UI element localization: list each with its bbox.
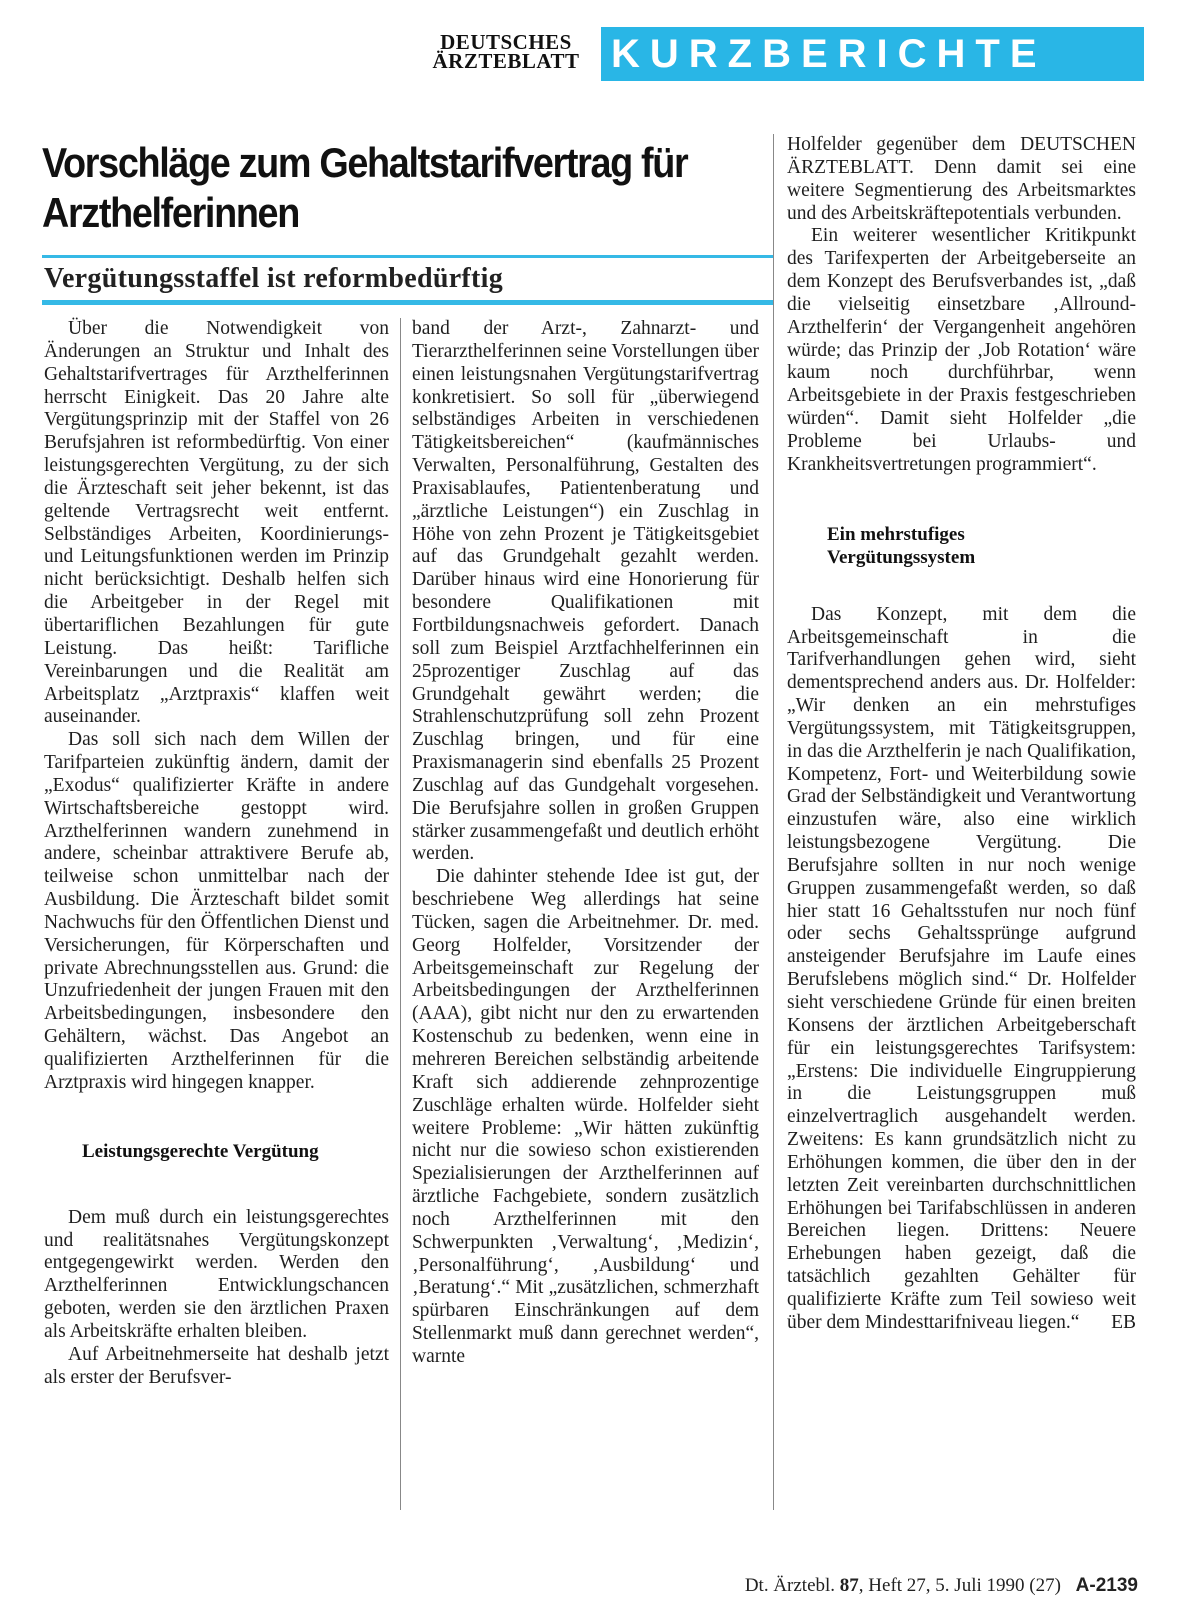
paragraph: Die dahinter stehende Idee ist gut, der beschriebene Weg allerdings hat seine Tücken, sagen die Arbeitnehmer. Dr. med. Georg Holfelder, Vorsitzender der Arbeitsgemeinschaft zur Regelung der Arbeitsbedingungen der Arzthelferinnen (AAA), gibt nicht nur den zu erwartenden Kostenschub zu bedenken, wenn eine in mehreren Bereichen selbständig arbeitende Kraft sich addierende zehnprozentige Zuschläge erhalten würde. Holfelder sieht weitere Probleme: „Wir hätten zukünftig nicht nur die sowieso schon existierenden Spezialisierungen der Arzthelferinnen auf ärztliche Fachgebiete, sondern zusätzlich noch Arzthelferinnen mit den Schwerpunkten ‚Verwaltung‘, ‚Medizin‘, ‚Personalführung‘, ‚Ausbildung‘ und ‚Beratung‘.“ Mit „zusätzlichen, schmerzhaft spürbaren Einschränkungen auf dem Stellenmarkt muß dann gerechnet werden“, warnte xyxy=(412,866,759,1367)
paragraph: Das Konzept, mit dem die Arbeitsgemeinschaft in die Tarifverhandlungen gehen wird, sieht dementsprechend anders aus. Dr. Holfelder: „Wir denken an ein mehrstufiges Vergütungssystem, mit Tätigkeitsgruppen, in das die Arzthelferin je nach Qualifikation, Kompetenz, Fort- und Weiterbildung sowie Grad der Selbständigkeit und Verantwortung einzustufen wäre, also eine wirklich leistungsbezogene Vergütung. Die Berufsjahre sollten in nur noch wenige Gruppen zusammengefaßt werden, so daß hier statt 16 Gehaltsstufen nur noch fünf oder sechs Gehaltssprünge aufgrund ansteigender Berufsjahre im Laufe eines Berufslebens möglich sind.“ Dr. Holfelder sieht verschiedene Gründe für einen breiten Konsens der ärztlichen Arbeitgeberschaft für ein leistungsgerechtes Tarifsystem: „Erstens: Die individuelle Eingruppierung in die Leistungsgruppen muß einzelvertraglich ausgehandelt werden. Zweitens: Es kann grundsätzlich nicht zu Erhöhungen kommen, die über den in der letzten Zeit vereinbarten durchschnittlichen Erhöhungen bei Tarifabschlüssen in anderen Bereichen liegen. Drittens: Neuere Erhebungen haben gezeigt, daß die tatsächlich gezahlten Gehälter für qualifizierte Kräfte zum Teil sowieso weit über dem Mindesttarifniveau liegen.“ xyxy=(787,603,1136,1333)
paragraph: Auf Arbeitnehmerseite hat deshalb jetzt als erster der Berufsver- xyxy=(44,1343,389,1388)
journal-name-line2: ÄRZTEBLATT xyxy=(432,49,580,73)
paragraph: Das soll sich nach dem Willen der Tarifparteien zukünftig ändern, damit der „Exodus“ qualifizierter Kräfte in andere Wirtschaftsbereiche gestoppt wird. Arzthelferinnen wandern zunehmend in andere, scheinbar attraktivere Berufe ab, teilweise schon unmittelbar nach der Ausbildung. Die Ärzteschaft bildet somit Nachwuchs für den Öffentlichen Dienst und Versicherungen, für Körperschaften und private Abrechnungsstellen aus. Grund: die Unzufriedenheit der jungen Frauen mit den Arbeitsbedingungen, insbesondere den Gehältern, wächst. Das Angebot an qualifizierten Arzthelferinnen für die Arztpraxis wird hingegen knapper. xyxy=(44,729,389,1093)
column-divider xyxy=(773,134,774,1510)
article-subtitle: Vergütungsstaffel ist reformbedürftig xyxy=(44,263,504,294)
article-title: Vorschläge zum Gehaltstarifvertrag für Arzthelferinnen xyxy=(42,139,688,236)
article-column-1 xyxy=(44,318,389,1389)
paragraph: Dem muß durch ein leistungsgerechtes und realitätsnahes Vergütungskonzept entgegengewirkt werden. Werden den Arzthelferinnen Entwicklungschancen geboten, werden sie den ärztlichen Praxen als Arbeitskräfte erhalten bleiben. xyxy=(44,1206,389,1342)
journal-name xyxy=(416,30,596,73)
citation-issue: , Heft 27, 5. Juli 1990 (27) xyxy=(858,1575,1061,1596)
paragraph: Ein weiterer wesentlicher Kritikpunkt des Tarifexperten der Arbeitgeberseite an dem Konzept des Berufsverbandes ist, „daß die vielseitig einsetzbare ‚Allround-Arzthelferin‘ der Vergangenheit angehören würde; das Prinzip der ‚Job Rotation‘ wäre kaum noch durchführbar, wenn Arbeitsgebiete in der Praxis festgeschrieben würden“. Damit sieht Holfelder „die Probleme bei Urlaubs- und Krankheitsvertretungen programmiert“. xyxy=(787,225,1136,475)
column-divider xyxy=(400,318,401,1510)
author-signature: EB xyxy=(1111,1311,1136,1333)
title-rule xyxy=(42,255,773,258)
subtitle-rule xyxy=(42,300,773,305)
paragraph: Über die Notwendigkeit von Änderungen an Struktur und Inhalt des Gehaltstarifvertrages für Arzthelferinnen herrscht Einigkeit. Das 20 Jahre alte Vergütungsprinzip mit der Staffel von 26 Berufsjahren ist reformbedürftig. Von einer leistungsgerechten Vergütung, zu der sich die Ärzteschaft seit jeher bekennt, ist das geltende Vertragsrecht weit entfernt. Selbständiges Arbeiten, Koordinierungs- und Leitungsfunktionen werden im Prinzip nicht berücksichtigt. Deshalb helfen sich die Arbeitgeber in der Regel mit übertariflichen Bezahlungen für gute Leistung. Das heißt: Tarifliche Vereinbarungen und die Realität am Arbeitsplatz „Arztpraxis“ klaffen weit auseinander. xyxy=(44,318,389,728)
journal-name-line1: DEUTSCHES xyxy=(440,30,572,54)
paragraph: Holfelder gegenüber dem DEUTSCHEN ÄRZTEBLATT. Denn damit sei eine weitere Segmentierung des Arbeitsmarktes und des Arbeitskräftepotentials verbunden. xyxy=(787,134,1136,224)
paragraph: band der Arzt-, Zahnarzt- und Tierarzthelferinnen seine Vorstellungen über einen leistungsnahen Vergütungstarifvertrag konkretisiert. So soll für „überwiegend selbständiges Arbeiten in verschiedenen Tätigkeitsbereichen“ (kaufmännisches Verwalten, Personalführung, Gestalten des Praxisablaufes, Patientenberatung und „ärztliche Leistungen“) ein Zuschlag in Höhe von zehn Prozent je Tätigkeitsgebiet auf das Grundgehalt gezahlt werden. Darüber hinaus wird eine Honorierung für besondere Qualifikationen mit Fortbildungsnachweis gefordert. Danach soll zum Beispiel Arztfachhelferinnen ein 25prozentiger Zuschlag auf das Grundgehalt gewährt werden; die Strahlenschutzprüfung soll zehn Prozent Zuschlag bringen, und für eine Praxismanagerin sind ebenfalls 25 Prozent Zuschlag auf das Gundgehalt vorgesehen. Die Berufsjahre sollen in großen Gruppen stärker zusammengefaßt und deutlich erhöht werden. xyxy=(412,318,759,865)
section-banner xyxy=(601,27,1144,81)
citation-volume: 87 xyxy=(839,1575,859,1596)
page-footer xyxy=(600,1575,1138,1597)
article-column-2 xyxy=(412,318,759,1369)
article-column-3 xyxy=(787,134,1136,1335)
page-number: A-2139 xyxy=(1075,1575,1138,1596)
masthead xyxy=(416,27,1144,83)
section-heading-line2: Vergütungssystem xyxy=(827,546,976,568)
section-heading-line1: Ein mehrstufiges xyxy=(827,523,965,545)
section-label: KURZBERICHTE xyxy=(611,32,1047,76)
section-heading xyxy=(787,523,1136,569)
citation-prefix: Dt. Ärztebl. xyxy=(744,1575,836,1596)
section-heading: Leistungsgerechte Vergütung xyxy=(82,1140,319,1162)
